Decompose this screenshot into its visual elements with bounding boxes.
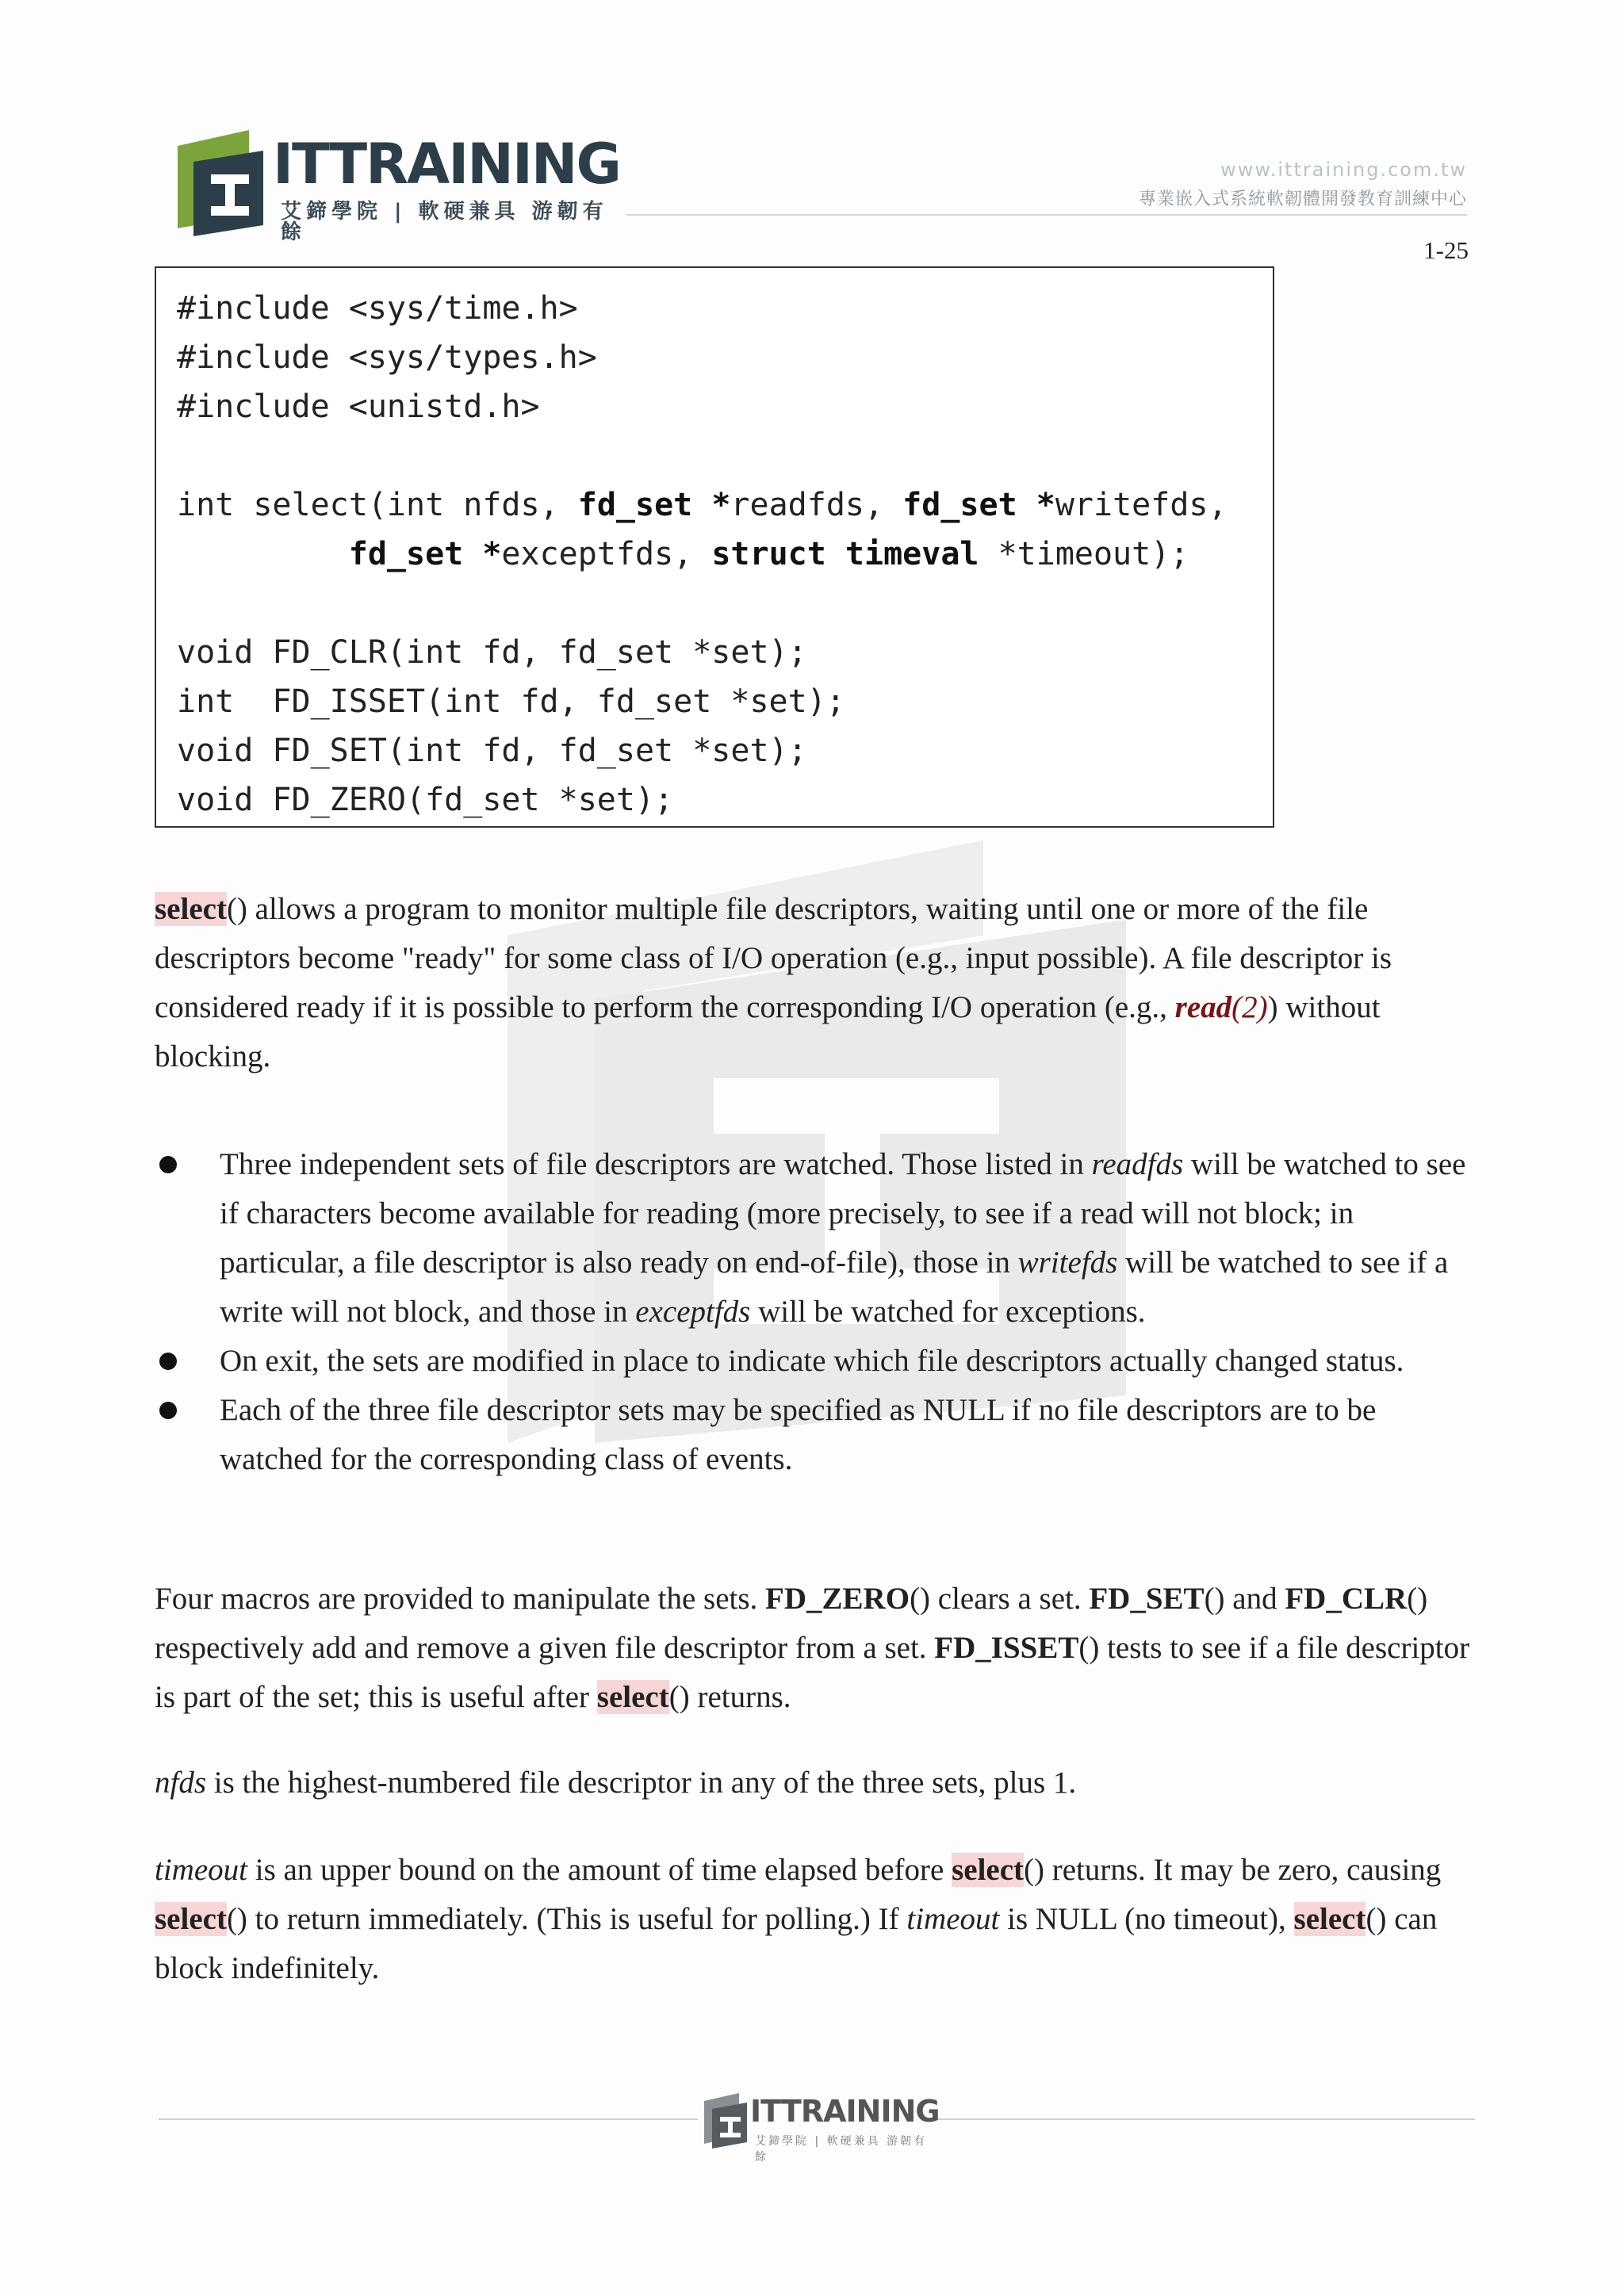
code-token: exceptfds,: [501, 536, 712, 572]
fd-clr-term: FD_CLR: [1285, 1582, 1408, 1616]
macros-paragraph: [155, 1575, 1471, 1722]
code-line-fd-clr: void FD_CLR(int fd, fd_set *set);: [177, 634, 807, 671]
select-highlight: select: [952, 1853, 1025, 1887]
code-line-fd-isset: int FD_ISSET(int fd, fd_set *set);: [177, 683, 845, 720]
page-number: 1-25: [1423, 236, 1469, 264]
fd-set-term: FD_SET: [1089, 1582, 1205, 1616]
code-token-type: fd_set: [902, 487, 1017, 523]
paragraph-text: Four macros are provided to manipulate the sets.: [155, 1582, 766, 1616]
code-indent: [177, 536, 349, 572]
timeout-paragraph: [155, 1846, 1471, 1993]
footer-logo-mark-icon: [701, 2093, 749, 2149]
code-token: writefds,: [1055, 487, 1228, 523]
list-item-text: will be watched to see if a write will not block, and those in: [220, 1246, 1449, 1329]
bullet-icon: [159, 1156, 177, 1173]
footer-divider-left: [159, 2118, 698, 2120]
code-line-include-types: #include <sys/types.h>: [177, 339, 597, 376]
read-man-reference[interactable]: [1175, 990, 1268, 1024]
logo-mark-icon: [170, 130, 268, 236]
select-highlight: select: [155, 1902, 227, 1936]
paragraph-text: () returns. It may be zero, causing: [1024, 1853, 1442, 1887]
list-item: [155, 1140, 1479, 1337]
paragraph-text: () allows a program to monitor multiple file descriptors, waiting until one or more of the file descriptors become "ready" for some class of I/O operation (e.g., input possible). A file descriptor is considered ready if it is possible to perform the corresponding I/O operation (e.g.,: [155, 892, 1392, 1024]
code-token: int select(int nfds,: [177, 487, 578, 523]
list-item-text: Each of the three file descriptor sets may be specified as NULL if no file descriptors are to be watched for the corresponding class of events.: [220, 1393, 1377, 1476]
code-token-star: *: [463, 536, 502, 572]
code-select-signature: [177, 487, 1228, 523]
list-item-text: On exit, the sets are modified in place to indicate which file descriptors actually changed status.: [220, 1344, 1404, 1378]
code-line-fd-zero: void FD_ZERO(fd_set *set);: [177, 782, 674, 818]
footer-wordmark: ITTRAINING: [750, 2094, 940, 2129]
nfds-term: nfds: [155, 1766, 207, 1800]
list-item-text: will be watched for exceptions.: [750, 1295, 1146, 1329]
readfds-term: readfds: [1091, 1147, 1184, 1181]
footer-logo: [701, 2093, 940, 2164]
code-token-star: *: [692, 487, 731, 523]
paragraph-text: is an upper bound on the amount of time elapsed before: [247, 1853, 952, 1887]
page-header: [0, 0, 1624, 264]
select-highlight: select: [596, 1680, 669, 1714]
code-synopsis-box: [155, 266, 1274, 828]
list-item-text: Three independent sets of file descriptors are watched. Those listed in: [220, 1147, 1092, 1181]
select-highlight: select: [1293, 1902, 1366, 1936]
footer-divider-right: [936, 2118, 1475, 2120]
code-token: readfds,: [730, 487, 903, 523]
fd-isset-term: FD_ISSET: [934, 1631, 1079, 1665]
site-url: www.ittraining.com.tw: [1220, 159, 1467, 181]
timeout-term: timeout: [906, 1902, 1000, 1936]
paragraph-text: () and: [1204, 1582, 1285, 1616]
exceptfds-term: exceptfds: [635, 1295, 751, 1329]
description-paragraph: [155, 885, 1471, 1081]
header-divider: [626, 214, 1467, 216]
code-token: *timeout);: [979, 536, 1189, 572]
code-token-type: fd_set: [348, 536, 464, 572]
bullet-icon: [159, 1402, 177, 1419]
read-link-section: (2): [1231, 990, 1268, 1024]
code-line-include-unistd: #include <unistd.h>: [177, 388, 540, 425]
paragraph-text: () respectively add and remove a given file descriptor from a set.: [155, 1582, 1428, 1665]
bullet-icon: [159, 1353, 177, 1370]
footer-subtitle: 艾鍗學院 | 軟硬兼具 游韌有餘: [755, 2135, 928, 2164]
bullet-list: [155, 1140, 1479, 1484]
paragraph-text: is the highest-numbered file descriptor in any of the three sets, plus 1.: [206, 1766, 1077, 1800]
code-line-fd-set: void FD_SET(int fd, fd_set *set);: [177, 733, 807, 769]
fd-zero-term: FD_ZERO: [765, 1582, 910, 1616]
paragraph-text: () returns.: [668, 1680, 791, 1714]
nfds-paragraph: [155, 1758, 1471, 1808]
logo-wordmark: ITTRAINING: [273, 132, 620, 197]
writefds-term: writefds: [1017, 1246, 1118, 1280]
paragraph-text: () tests to see if a file descriptor is part of the set; this is useful after: [155, 1631, 1470, 1714]
code-synopsis: [177, 284, 1228, 825]
code-select-signature-cont: [177, 536, 1189, 572]
paragraph-text: () to return immediately. (This is useful for polling.) If: [226, 1902, 907, 1936]
list-item: [155, 1386, 1479, 1484]
paragraph-text: is NULL (no timeout),: [999, 1902, 1294, 1936]
logo-subtitle: 艾鍗學院 | 軟硬兼具 游韌有餘: [281, 200, 608, 244]
timeout-term: timeout: [155, 1853, 247, 1887]
list-item-text: will be watched to see if characters become available for reading (more precisely, to see if a read will not block; in particular, a file descriptor is also ready on end-of-file), those in: [220, 1147, 1466, 1280]
code-token-type: fd_set: [577, 487, 693, 523]
code-token-type: struct timeval: [711, 536, 979, 572]
paragraph-text: () can block indefinitely.: [155, 1902, 1438, 1985]
code-token-star: *: [1017, 487, 1055, 523]
select-highlight: select: [155, 892, 227, 926]
paragraph-text: ) without blocking.: [155, 990, 1381, 1073]
list-item: [155, 1337, 1479, 1386]
ittraining-logo: [170, 130, 622, 244]
code-line-include-time: #include <sys/time.h>: [177, 290, 578, 327]
read-link-text: read: [1174, 990, 1232, 1024]
site-tagline: 專業嵌入式系統軟韌體開發教育訓練中心: [1138, 189, 1467, 209]
paragraph-text: () clears a set.: [910, 1582, 1090, 1616]
